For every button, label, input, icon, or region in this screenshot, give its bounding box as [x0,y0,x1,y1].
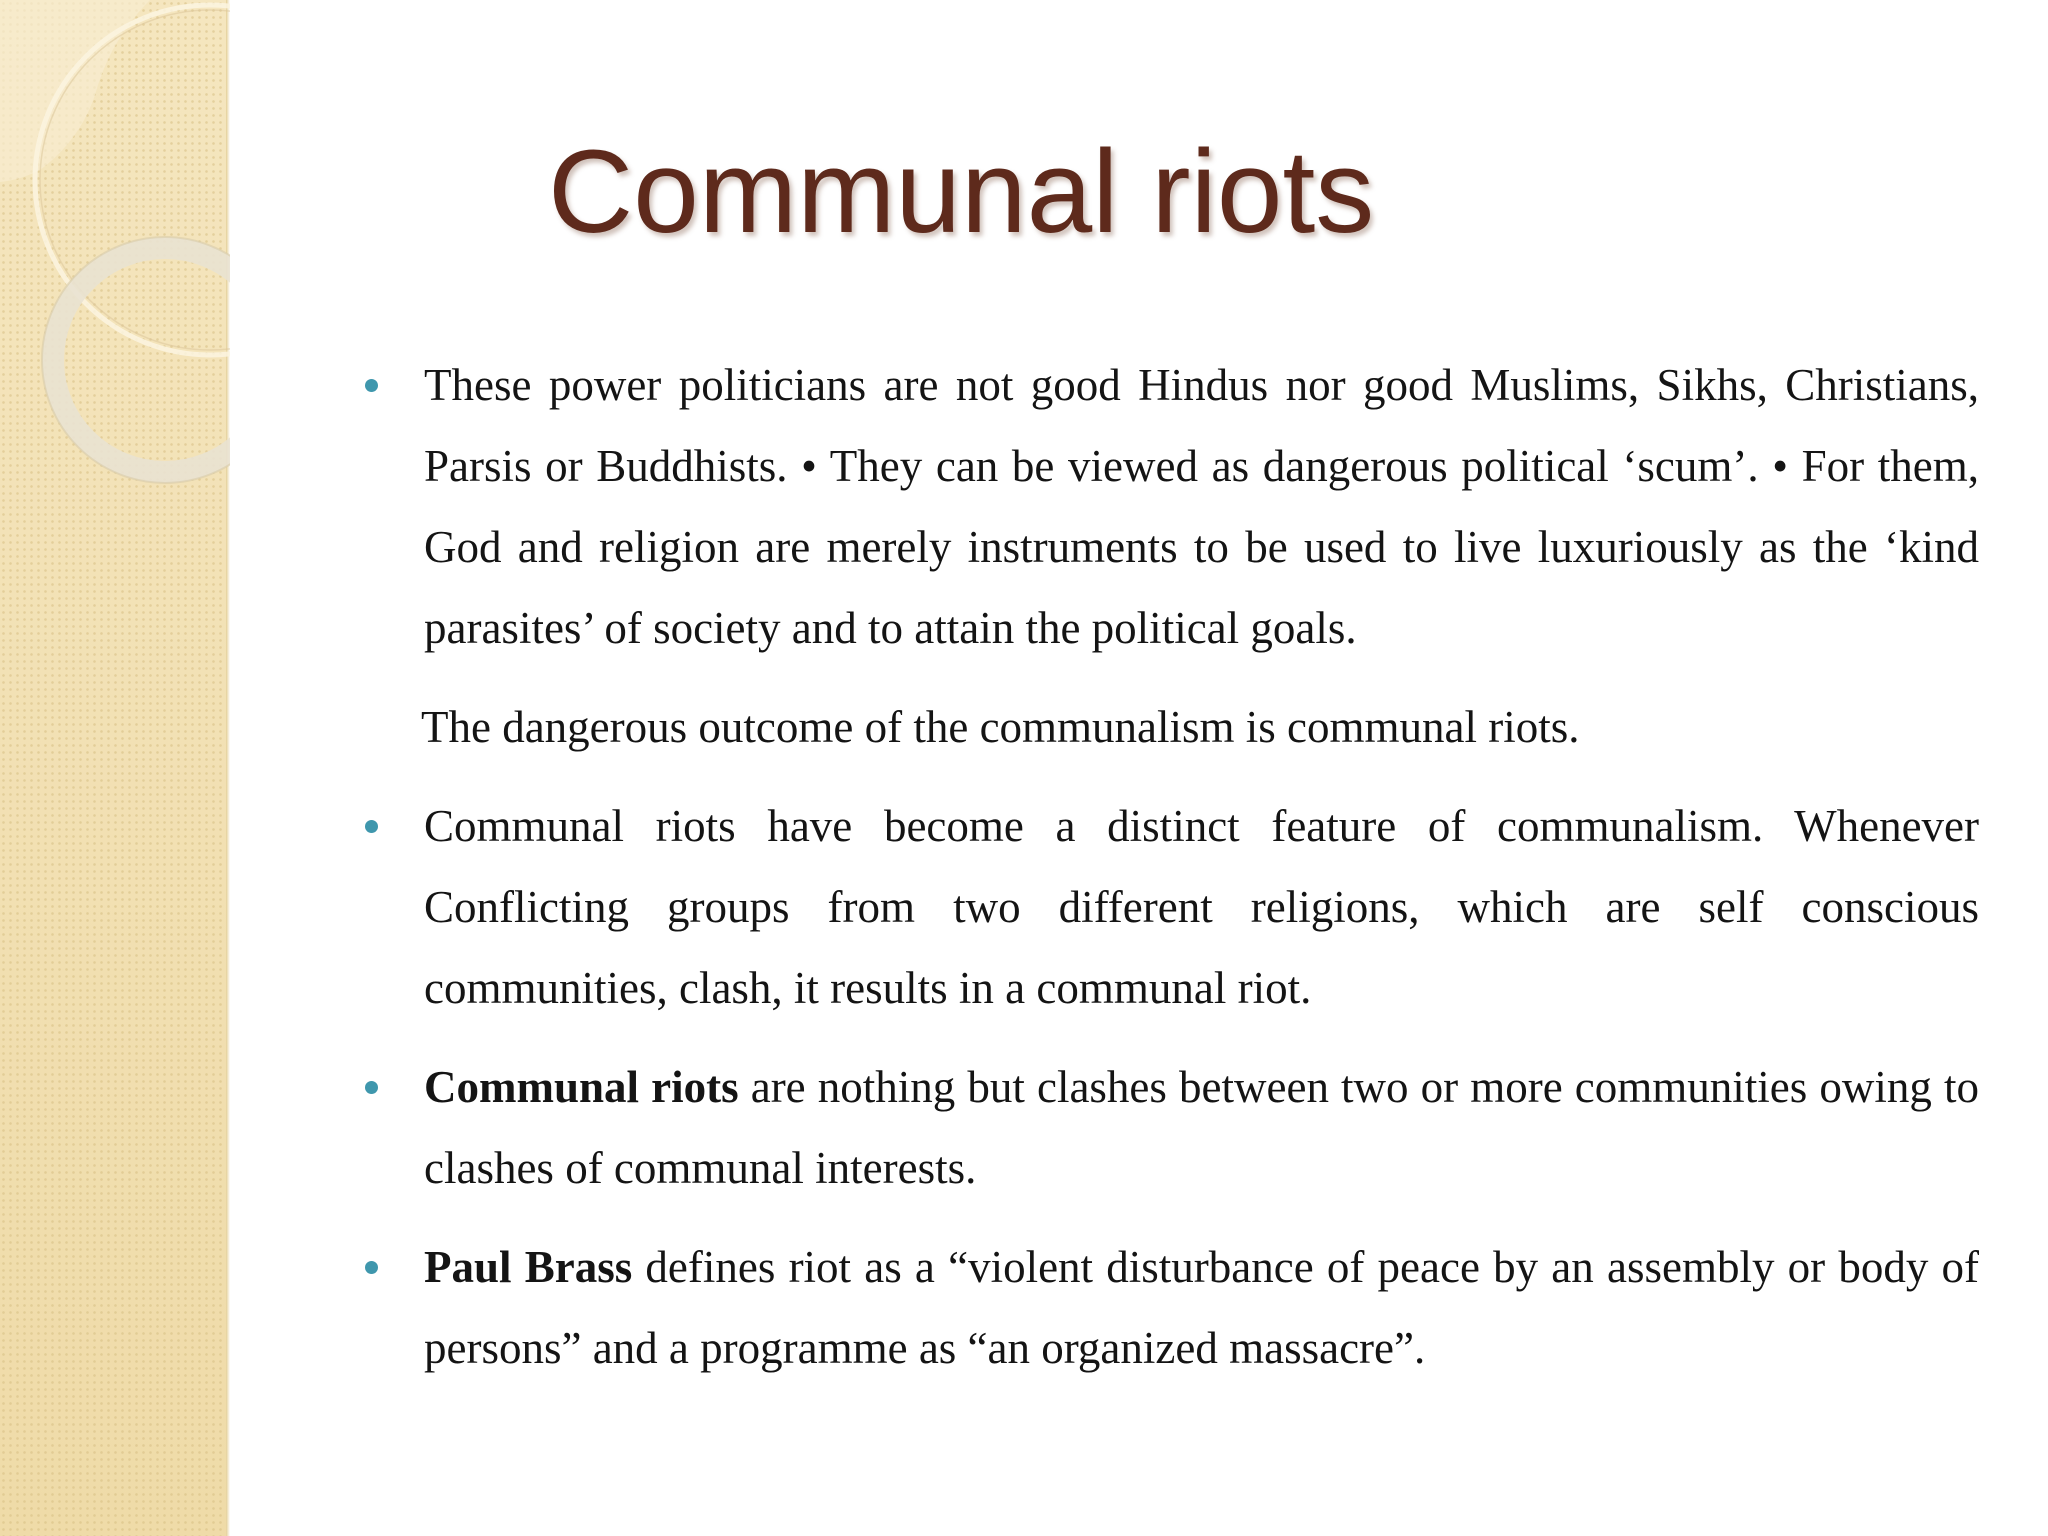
bullet-dot-icon [365,1261,378,1274]
slide-body [421,345,1980,1407]
bullet-text: Communal riots have become a distinct feature of communalism. Whenever Conflicting groups from two different religions, which are self conscious communities, clash, it results in a communal riot. [424,801,1979,1013]
bullet-bold-term: Communal riots [424,1062,739,1112]
decorative-rings [0,0,230,520]
bullet-dot-icon [365,379,378,392]
bullet-text: defines riot as a “violent disturbance of peace by an assembly or body of persons” and a programme as “an organized massacre”. [424,1242,1980,1373]
bullet-item [424,345,1979,669]
bullet-dot-icon [365,1081,378,1094]
bullet-text: are nothing but clashes between two or more communities owing to clashes of communal interests. [424,1062,1979,1193]
bullet-dot-icon [365,820,378,833]
paragraph-text: The dangerous outcome of the communalism is communal riots. [421,702,1580,752]
bullet-item [424,786,1979,1029]
bullet-text: These power politicians are not good Hindus nor good Muslims, Sikhs, Christians, Parsis or Buddhists. • They can be viewed as dangerous political ‘scum’. • For them, God and religion are merely instruments to be used to live luxuriously as the ‘kind parasites’ of society and to attain the political goals. [424,360,1979,653]
bullet-item [424,1227,1979,1389]
bullet-bold-term: Paul Brass [424,1242,633,1292]
slide-title: Communal riots [548,126,1375,258]
bullet-item [424,1047,1979,1209]
plain-paragraph [421,687,1979,768]
